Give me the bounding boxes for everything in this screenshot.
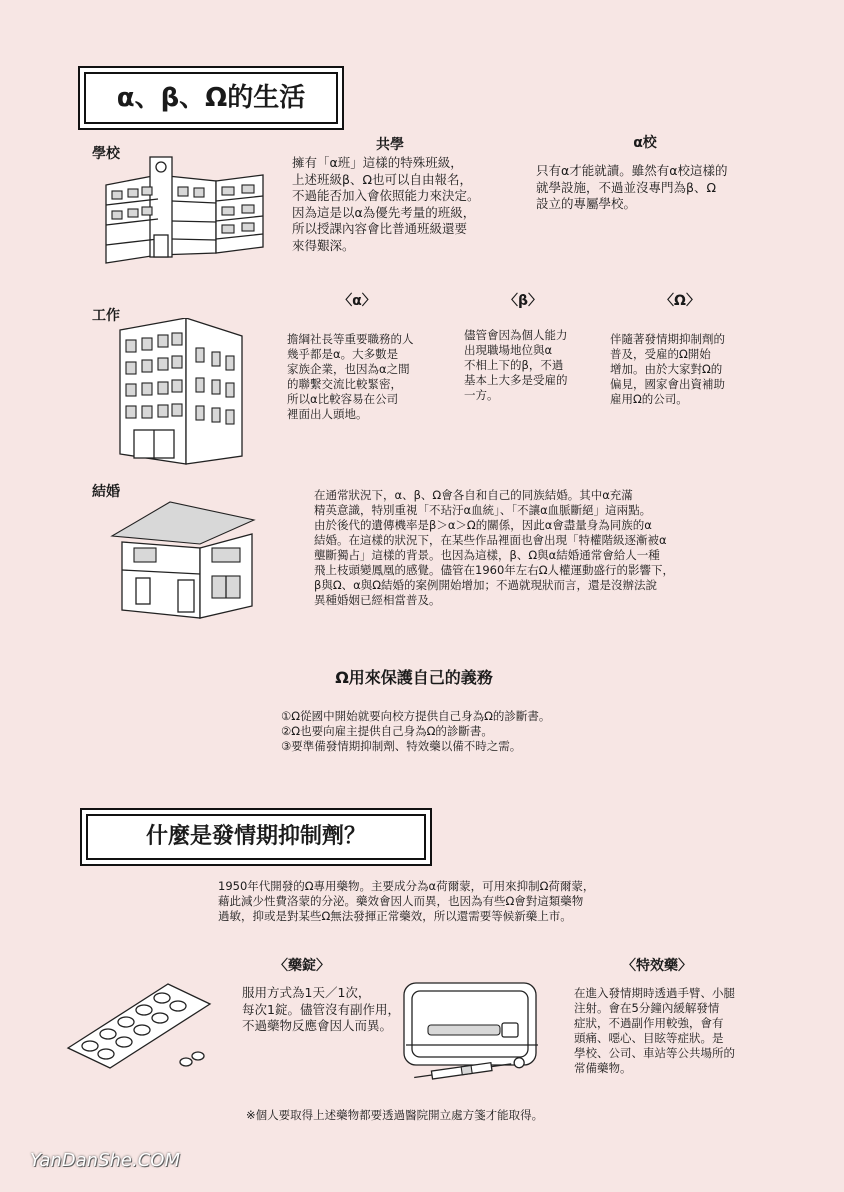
tablet-blister-illustration [64, 980, 214, 1072]
special-line: 症狀，不過副作用較強，會有 [574, 1016, 724, 1030]
marriage-line: 異種婚姻已經相當普及。 [314, 593, 441, 607]
intro-line: 藉此減少性費洛蒙的分泌。藥效會因人而異，也因為有些Ω會對這類藥物 [218, 894, 584, 908]
office-building-illustration [114, 318, 246, 466]
alpha-school-line: 就學設施，不過並沒專門為β、Ω [536, 179, 717, 195]
school-building-illustration [98, 155, 268, 267]
tablet-line: 服用方式為1天／1次， [242, 985, 371, 1000]
work-alpha-line: 裡面出人頭地。 [287, 407, 368, 421]
special-heading: 〈特效藥〉 [622, 958, 692, 974]
special-line: 在進入發情期時透過手臂、小腿 [574, 986, 735, 1000]
work-beta-line: 一方。 [464, 388, 499, 402]
marriage-line: 由於後代的遺傳機率是β＞α＞Ω的關係，因此α會盡量身為同族的α [314, 518, 652, 532]
marriage-text [314, 488, 734, 608]
section2-title-box [86, 814, 426, 860]
duty-heading: Ω用來保護自己的義務 [335, 668, 493, 687]
special-line: 頭痛、噁心、目眩等症狀。是 [574, 1031, 724, 1045]
work-alpha-line: 的聯繫交流比較緊密， [287, 377, 402, 391]
intro-line: 過敏，抑或是對某些Ω無法發揮正常藥效，所以還需要等候新藥上市。 [218, 909, 572, 923]
work-beta-heading: 〈β〉 [503, 293, 543, 309]
work-alpha-line: 幾乎都是α。大多數是 [287, 347, 399, 361]
marriage-line: 飛上枝頭變鳳凰的感覺。儘管在1960年左右Ω人權運動盛行的影響下， [314, 563, 675, 577]
marriage-line: β與Ω、α與Ω結婚的案例開始增加；不過就現狀而言，還是沒辦法說 [314, 578, 657, 592]
work-alpha-line: 家族企業，也因為α之間 [287, 362, 410, 376]
work-beta-line: 不相上下的β，不過 [464, 358, 564, 372]
watermark: YanDanShe.COM [30, 1150, 180, 1171]
marriage-line: 精英意識，特別重視「不玷汙α血統」、「不讓α血脈斷絕」這兩點。 [314, 503, 652, 517]
section2-title: 什麼是發情期抑制劑？ [145, 824, 366, 849]
injector-case-illustration [398, 975, 548, 1095]
work-label: 工作 [92, 308, 120, 324]
duty-item: ②Ω也要向雇主提供自己身為Ω的診斷書。 [281, 724, 493, 738]
footnote: ※個人要取得上述藥物都要透過醫院開立處方箋才能取得。 [246, 1108, 544, 1122]
work-omega-line: 偏見，國家會出資補助 [610, 377, 725, 391]
special-line: 注射。會在5分鐘內緩解發情 [574, 1001, 720, 1015]
work-omega-text [610, 332, 760, 407]
special-line: 學校、公司、車站等公共場所的 [574, 1046, 735, 1060]
duty-item: ①Ω從國中開始就要向校方提供自己身為Ω的診斷書。 [281, 709, 551, 723]
coed-text [292, 155, 532, 254]
intro-line: 1950年代開發的Ω專用藥物。主要成分為α荷爾蒙，可用來抑制Ω荷爾蒙， [218, 879, 595, 893]
work-omega-line: 增加。由於大家對Ω的 [610, 362, 723, 376]
house-illustration [108, 500, 268, 620]
coed-line: 所以授課內容會比普通班級還要 [292, 221, 468, 236]
section1-title-box [84, 72, 338, 124]
alpha-school-line: 設立的專屬學校。 [536, 196, 637, 211]
coed-line: 上述班級β、Ω也可以自由報名， [292, 171, 473, 187]
work-alpha-heading: 〈α〉 [338, 293, 376, 309]
alpha-school-line: 只有α才能就讀。雖然有α校這樣的 [536, 163, 728, 178]
work-beta-line: 儘管會因為個人能力 [464, 328, 568, 342]
alpha-school-text [536, 163, 776, 213]
tablet-line: 不過藥物反應會因人而異。 [242, 1018, 393, 1033]
work-omega-line: 伴隨著發情期抑制劑的 [610, 332, 725, 346]
tablet-line: 每次1錠。儘管沒有副作用， [242, 1001, 400, 1017]
work-alpha-line: 所以α比較容易在公司 [287, 392, 399, 406]
section1-title: α、β、Ω的生活 [116, 83, 306, 113]
suppressant-intro [218, 879, 658, 924]
work-beta-line: 基本上大多是受雇的 [464, 373, 568, 387]
work-omega-line: 雇用Ω的公司。 [610, 392, 688, 406]
school-label: 學校 [92, 146, 120, 162]
special-text [574, 986, 764, 1076]
coed-line: 不過能否加入會依照能力來決定。 [292, 188, 480, 203]
work-beta-text [464, 328, 604, 403]
marriage-label: 結婚 [92, 484, 120, 500]
marriage-line: 結婚。在這樣的狀況下，在某些作品裡面也會出現「特權階級逐漸被α [314, 533, 667, 547]
tablet-text [242, 985, 412, 1035]
marriage-line: 壟斷獨占」這樣的背景。也因為這樣，β、Ω與α結婚通常會給人一種 [314, 548, 660, 562]
duty-list [281, 709, 621, 754]
duty-item: ③要準備發情期抑制劑、特效藥以備不時之需。 [281, 739, 522, 753]
work-alpha-line: 擔綱社長等重要職務的人 [287, 332, 414, 346]
coed-line: 來得艱深。 [292, 237, 355, 253]
work-omega-heading: 〈Ω〉 [660, 293, 700, 309]
coed-line: 因為這是以α為優先考量的班級， [292, 204, 476, 220]
alpha-school-heading: α校 [633, 135, 657, 151]
coed-line: 擁有「α班」這樣的特殊班級， [292, 155, 463, 170]
marriage-line: 在通常狀況下，α、β、Ω會各自和自己的同族結婚。其中α充滿 [314, 488, 633, 502]
work-beta-line: 出現職場地位與α [464, 343, 553, 357]
coed-heading: 共學 [376, 137, 404, 153]
work-alpha-text [287, 332, 447, 422]
special-line: 常備藥物。 [574, 1061, 632, 1075]
work-omega-line: 普及，受雇的Ω開始 [610, 347, 711, 361]
tablet-heading: 〈藥錠〉 [274, 958, 330, 974]
